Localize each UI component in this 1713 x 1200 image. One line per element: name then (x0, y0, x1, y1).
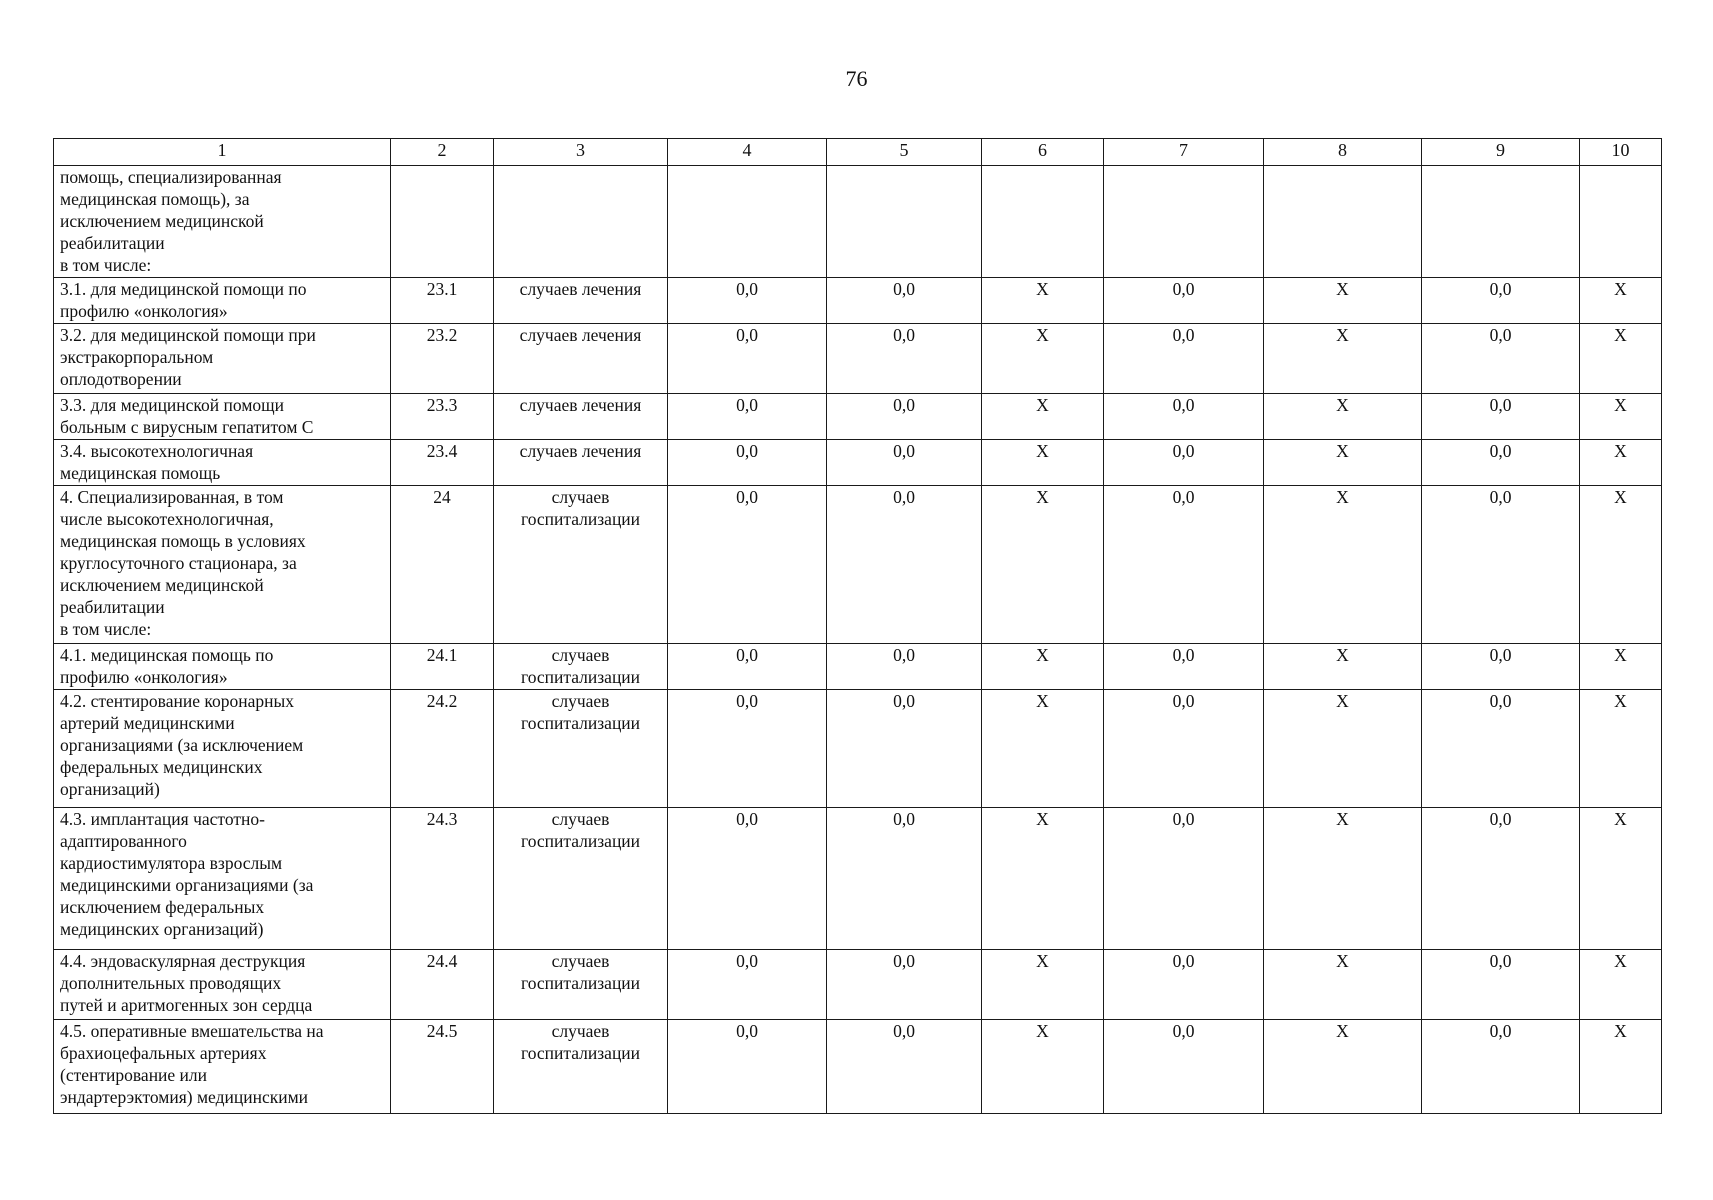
row-value-col8: X (1264, 324, 1422, 394)
row-value-col4: 0,0 (668, 808, 827, 950)
row-value-col5: 0,0 (827, 808, 982, 950)
row-value-col9: 0,0 (1422, 486, 1580, 644)
row-code: 24.5 (391, 1020, 494, 1114)
row-value-col8: X (1264, 808, 1422, 950)
row-unit: случаев лечения (494, 278, 668, 324)
row-value-col5: 0,0 (827, 644, 982, 690)
row-value-col10: X (1580, 278, 1662, 324)
row-description: 4.2. стентирование коронарных артерий медицинскими организациями (за исключением федеральных медицинских организаций) (54, 690, 391, 808)
row-unit: случаев госпитализации (494, 950, 668, 1020)
row-value-col6: X (982, 690, 1104, 808)
row-value-col7: 0,0 (1104, 278, 1264, 324)
row-description: 3.3. для медицинской помощи больным с вирусным гепатитом С (54, 394, 391, 440)
column-header: 7 (1104, 139, 1264, 166)
row-value-col7: 0,0 (1104, 644, 1264, 690)
table-row (54, 644, 1662, 690)
row-value-col4: 0,0 (668, 690, 827, 808)
row-description: помощь, специализированная медицинская помощь), за исключением медицинской реабилитации в том числе: (54, 166, 391, 278)
row-description: 3.2. для медицинской помощи при экстракорпоральном оплодотворении (54, 324, 391, 394)
row-code: 24.1 (391, 644, 494, 690)
column-header: 1 (54, 139, 391, 166)
row-value-col4: 0,0 (668, 644, 827, 690)
row-unit: случаев лечения (494, 324, 668, 394)
row-value-col6: X (982, 440, 1104, 486)
row-value-col5: 0,0 (827, 278, 982, 324)
row-value-col9: 0,0 (1422, 394, 1580, 440)
row-value-col5: 0,0 (827, 950, 982, 1020)
column-header: 3 (494, 139, 668, 166)
row-value-col8: X (1264, 1020, 1422, 1114)
row-value-col5: 0,0 (827, 1020, 982, 1114)
row-value-col7 (1104, 166, 1264, 278)
row-value-col10: X (1580, 394, 1662, 440)
row-code (391, 166, 494, 278)
row-code: 23.3 (391, 394, 494, 440)
row-value-col7: 0,0 (1104, 440, 1264, 486)
row-description: 4.3. имплантация частотно- адаптированного кардиостимулятора взрослым медицинскими организациями (за исключением федеральных медицинских организаций) (54, 808, 391, 950)
column-header: 6 (982, 139, 1104, 166)
row-value-col6 (982, 166, 1104, 278)
row-unit: случаев госпитализации (494, 1020, 668, 1114)
row-value-col7: 0,0 (1104, 950, 1264, 1020)
row-value-col7: 0,0 (1104, 486, 1264, 644)
row-description: 3.1. для медицинской помощи по профилю «онкология» (54, 278, 391, 324)
row-value-col9 (1422, 166, 1580, 278)
row-value-col8: X (1264, 278, 1422, 324)
row-description: 4. Специализированная, в том числе высокотехнологичная, медицинская помощь в условиях круглосуточного стационара, за исключением медицинской реабилитации в том числе: (54, 486, 391, 644)
column-header: 5 (827, 139, 982, 166)
table-body (54, 166, 1662, 1114)
column-header: 8 (1264, 139, 1422, 166)
row-value-col10 (1580, 166, 1662, 278)
column-header: 9 (1422, 139, 1580, 166)
row-value-col8: X (1264, 644, 1422, 690)
row-value-col8 (1264, 166, 1422, 278)
row-value-col6: X (982, 394, 1104, 440)
row-value-col4: 0,0 (668, 486, 827, 644)
column-header: 4 (668, 139, 827, 166)
table-row (54, 166, 1662, 278)
row-value-col4: 0,0 (668, 950, 827, 1020)
row-value-col8: X (1264, 440, 1422, 486)
row-value-col4: 0,0 (668, 1020, 827, 1114)
row-value-col6: X (982, 486, 1104, 644)
row-value-col5 (827, 166, 982, 278)
row-value-col10: X (1580, 440, 1662, 486)
header-row (54, 139, 1662, 166)
row-value-col9: 0,0 (1422, 278, 1580, 324)
row-value-col7: 0,0 (1104, 324, 1264, 394)
row-value-col9: 0,0 (1422, 808, 1580, 950)
row-value-col4 (668, 166, 827, 278)
row-unit: случаев лечения (494, 440, 668, 486)
row-value-col6: X (982, 808, 1104, 950)
row-description: 4.1. медицинская помощь по профилю «онкология» (54, 644, 391, 690)
row-code: 24.4 (391, 950, 494, 1020)
row-value-col7: 0,0 (1104, 1020, 1264, 1114)
row-value-col5: 0,0 (827, 486, 982, 644)
table-header (54, 139, 1662, 166)
row-value-col9: 0,0 (1422, 644, 1580, 690)
row-value-col9: 0,0 (1422, 1020, 1580, 1114)
row-value-col6: X (982, 324, 1104, 394)
row-unit: случаев госпитализации (494, 644, 668, 690)
row-code: 23.4 (391, 440, 494, 486)
row-value-col10: X (1580, 486, 1662, 644)
table-row (54, 440, 1662, 486)
table-row (54, 486, 1662, 644)
row-code: 23.2 (391, 324, 494, 394)
table-row (54, 324, 1662, 394)
row-value-col7: 0,0 (1104, 394, 1264, 440)
table-row (54, 278, 1662, 324)
row-code: 24 (391, 486, 494, 644)
row-description: 4.4. эндоваскулярная деструкция дополнительных проводящих путей и аритмогенных зон сердца (54, 950, 391, 1020)
row-value-col10: X (1580, 690, 1662, 808)
row-value-col4: 0,0 (668, 278, 827, 324)
row-value-col8: X (1264, 394, 1422, 440)
row-unit: случаев лечения (494, 394, 668, 440)
table-row (54, 690, 1662, 808)
table-row (54, 808, 1662, 950)
row-unit (494, 166, 668, 278)
row-value-col8: X (1264, 950, 1422, 1020)
row-value-col9: 0,0 (1422, 690, 1580, 808)
row-code: 24.2 (391, 690, 494, 808)
row-value-col5: 0,0 (827, 324, 982, 394)
row-unit: случаев госпитализации (494, 808, 668, 950)
row-value-col9: 0,0 (1422, 324, 1580, 394)
row-value-col7: 0,0 (1104, 690, 1264, 808)
row-value-col8: X (1264, 690, 1422, 808)
row-code: 23.1 (391, 278, 494, 324)
row-value-col5: 0,0 (827, 690, 982, 808)
row-value-col10: X (1580, 644, 1662, 690)
table-row (54, 1020, 1662, 1114)
row-value-col6: X (982, 950, 1104, 1020)
data-table (53, 138, 1662, 1114)
row-value-col7: 0,0 (1104, 808, 1264, 950)
row-value-col6: X (982, 278, 1104, 324)
row-value-col4: 0,0 (668, 324, 827, 394)
row-value-col10: X (1580, 808, 1662, 950)
row-value-col4: 0,0 (668, 394, 827, 440)
row-value-col10: X (1580, 324, 1662, 394)
row-value-col9: 0,0 (1422, 440, 1580, 486)
row-unit: случаев госпитализации (494, 690, 668, 808)
row-code: 24.3 (391, 808, 494, 950)
row-value-col8: X (1264, 486, 1422, 644)
row-value-col4: 0,0 (668, 440, 827, 486)
row-value-col5: 0,0 (827, 440, 982, 486)
table-row (54, 394, 1662, 440)
row-value-col5: 0,0 (827, 394, 982, 440)
row-unit: случаев госпитализации (494, 486, 668, 644)
row-value-col10: X (1580, 950, 1662, 1020)
row-value-col6: X (982, 1020, 1104, 1114)
page-number: 76 (845, 66, 868, 91)
column-header: 10 (1580, 139, 1662, 166)
row-description: 3.4. высокотехнологичная медицинская помощь (54, 440, 391, 486)
row-value-col6: X (982, 644, 1104, 690)
column-header: 2 (391, 139, 494, 166)
table-row (54, 950, 1662, 1020)
row-value-col10: X (1580, 1020, 1662, 1114)
row-value-col9: 0,0 (1422, 950, 1580, 1020)
row-description: 4.5. оперативные вмешательства на брахиоцефальных артериях (стентирование или эндартерэктомия) медицинскими (54, 1020, 391, 1114)
